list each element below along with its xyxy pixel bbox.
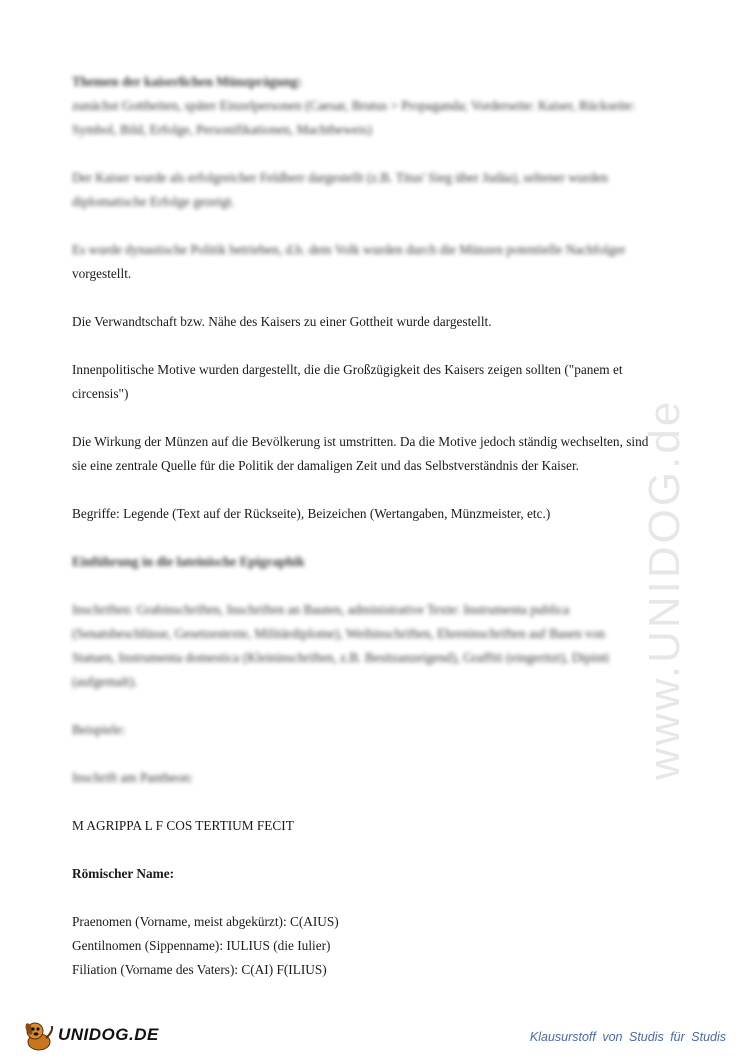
footer-tagline: Klausurstoff von Studis für Studis xyxy=(529,1030,726,1044)
section-heading: Römischer Name: xyxy=(72,866,175,881)
text-line: zunächst Gottheiten, später Einzelpersonen (Caesar, Brutus > Propaganda; Vorderseite: Kaiser, Rückseite: xyxy=(72,98,636,113)
section-heading: Einführung in die lateinische Epigraphik xyxy=(72,554,305,569)
paragraph-roman-name-heading xyxy=(72,862,678,886)
text-line: Begriffe: Legende (Text auf der Rückseite), Beizeichen (Wertangaben, Münzmeister, etc.) xyxy=(72,506,551,521)
paragraph-domestic-politics xyxy=(72,358,678,406)
text-line: (aufgemalt). xyxy=(72,674,138,689)
text-line: sie eine zentrale Quelle für die Politik der damaligen Zeit und das Selbstverständnis der Kaiser. xyxy=(72,458,579,473)
text-line: Symbol, Bild, Erfolge, Personifikationen, Machtbeweis) xyxy=(72,122,372,137)
paragraph-epigraphy-heading xyxy=(72,550,678,574)
text-line: Gentilnomen (Sippenname): IULIUS (die Iulier) xyxy=(72,938,331,953)
logo-text: UNIDOG.DE xyxy=(58,1025,159,1044)
paragraph-coin-themes xyxy=(72,70,678,142)
watermark: www.UNIDOG.de xyxy=(640,398,689,780)
text-line: (Senatsbeschlüsse, Gesetzestexte, Militärdiplome), Weihinschriften, Ehreninschriften auf Basen von xyxy=(72,626,605,641)
paragraph-terms xyxy=(72,502,678,526)
text-line: Praenomen (Vorname, meist abgekürzt): C(AIUS) xyxy=(72,914,339,929)
text-line: Filiation (Vorname des Vaters): C(AI) F(ILIUS) xyxy=(72,962,327,977)
page-footer xyxy=(0,1010,750,1060)
paragraph-divinity xyxy=(72,310,678,334)
text-line: Die Verwandtschaft bzw. Nähe des Kaisers zu einer Gottheit wurde dargestellt. xyxy=(72,314,492,329)
text-line: vorgestellt. xyxy=(72,266,132,281)
dog-mascot-icon xyxy=(22,1018,56,1052)
unidog-logo[interactable] xyxy=(22,1018,159,1052)
text-line: Innenpolitische Motive wurden dargestellt, die die Großzügigkeit des Kaisers zeigen sollten ("panem et xyxy=(72,362,623,377)
paragraph-military xyxy=(72,166,678,214)
paragraph-dynastic xyxy=(72,238,678,286)
paragraph-effect xyxy=(72,430,678,478)
text-line: Die Wirkung der Münzen auf die Bevölkerung ist umstritten. Da die Motive jedoch ständig wechselten, sind xyxy=(72,434,649,449)
paragraph-examples xyxy=(72,718,678,742)
text-line: Der Kaiser wurde als erfolgreicher Feldherr dargestellt (z.B. Titus' Sieg über Judäa), seltener wurden xyxy=(72,170,609,185)
text-line: Inschrift am Pantheon: xyxy=(72,770,194,785)
text-line: Beispiele: xyxy=(72,722,126,737)
text-line: Inschriften: Grabinschriften, Inschriften an Bauten, administrative Texte: Instrumenta publica xyxy=(72,602,570,617)
document-content xyxy=(72,70,678,1006)
text-line: diplomatische Erfolge gezeigt. xyxy=(72,194,235,209)
paragraph-inscriptions xyxy=(72,598,678,694)
text-line: circensis") xyxy=(72,386,129,401)
text-line: Statuen, Instrumenta domestica (Kleininschriften, z.B. Besitzanzeigend), Graffiti (eingeritzt), Dipinti xyxy=(72,650,610,665)
text-line: Es wurde dynastische Politik betrieben, d.h. dem Volk wurden durch die Münzen potentielle Nachfolger xyxy=(72,242,626,257)
section-heading: Themen der kaiserlichen Münzprägung: xyxy=(72,74,302,89)
paragraph-pantheon xyxy=(72,766,678,790)
paragraph-name-parts xyxy=(72,910,678,982)
paragraph-inscription-text xyxy=(72,814,678,838)
inscription-text: M AGRIPPA L F COS TERTIUM FECIT xyxy=(72,818,294,833)
